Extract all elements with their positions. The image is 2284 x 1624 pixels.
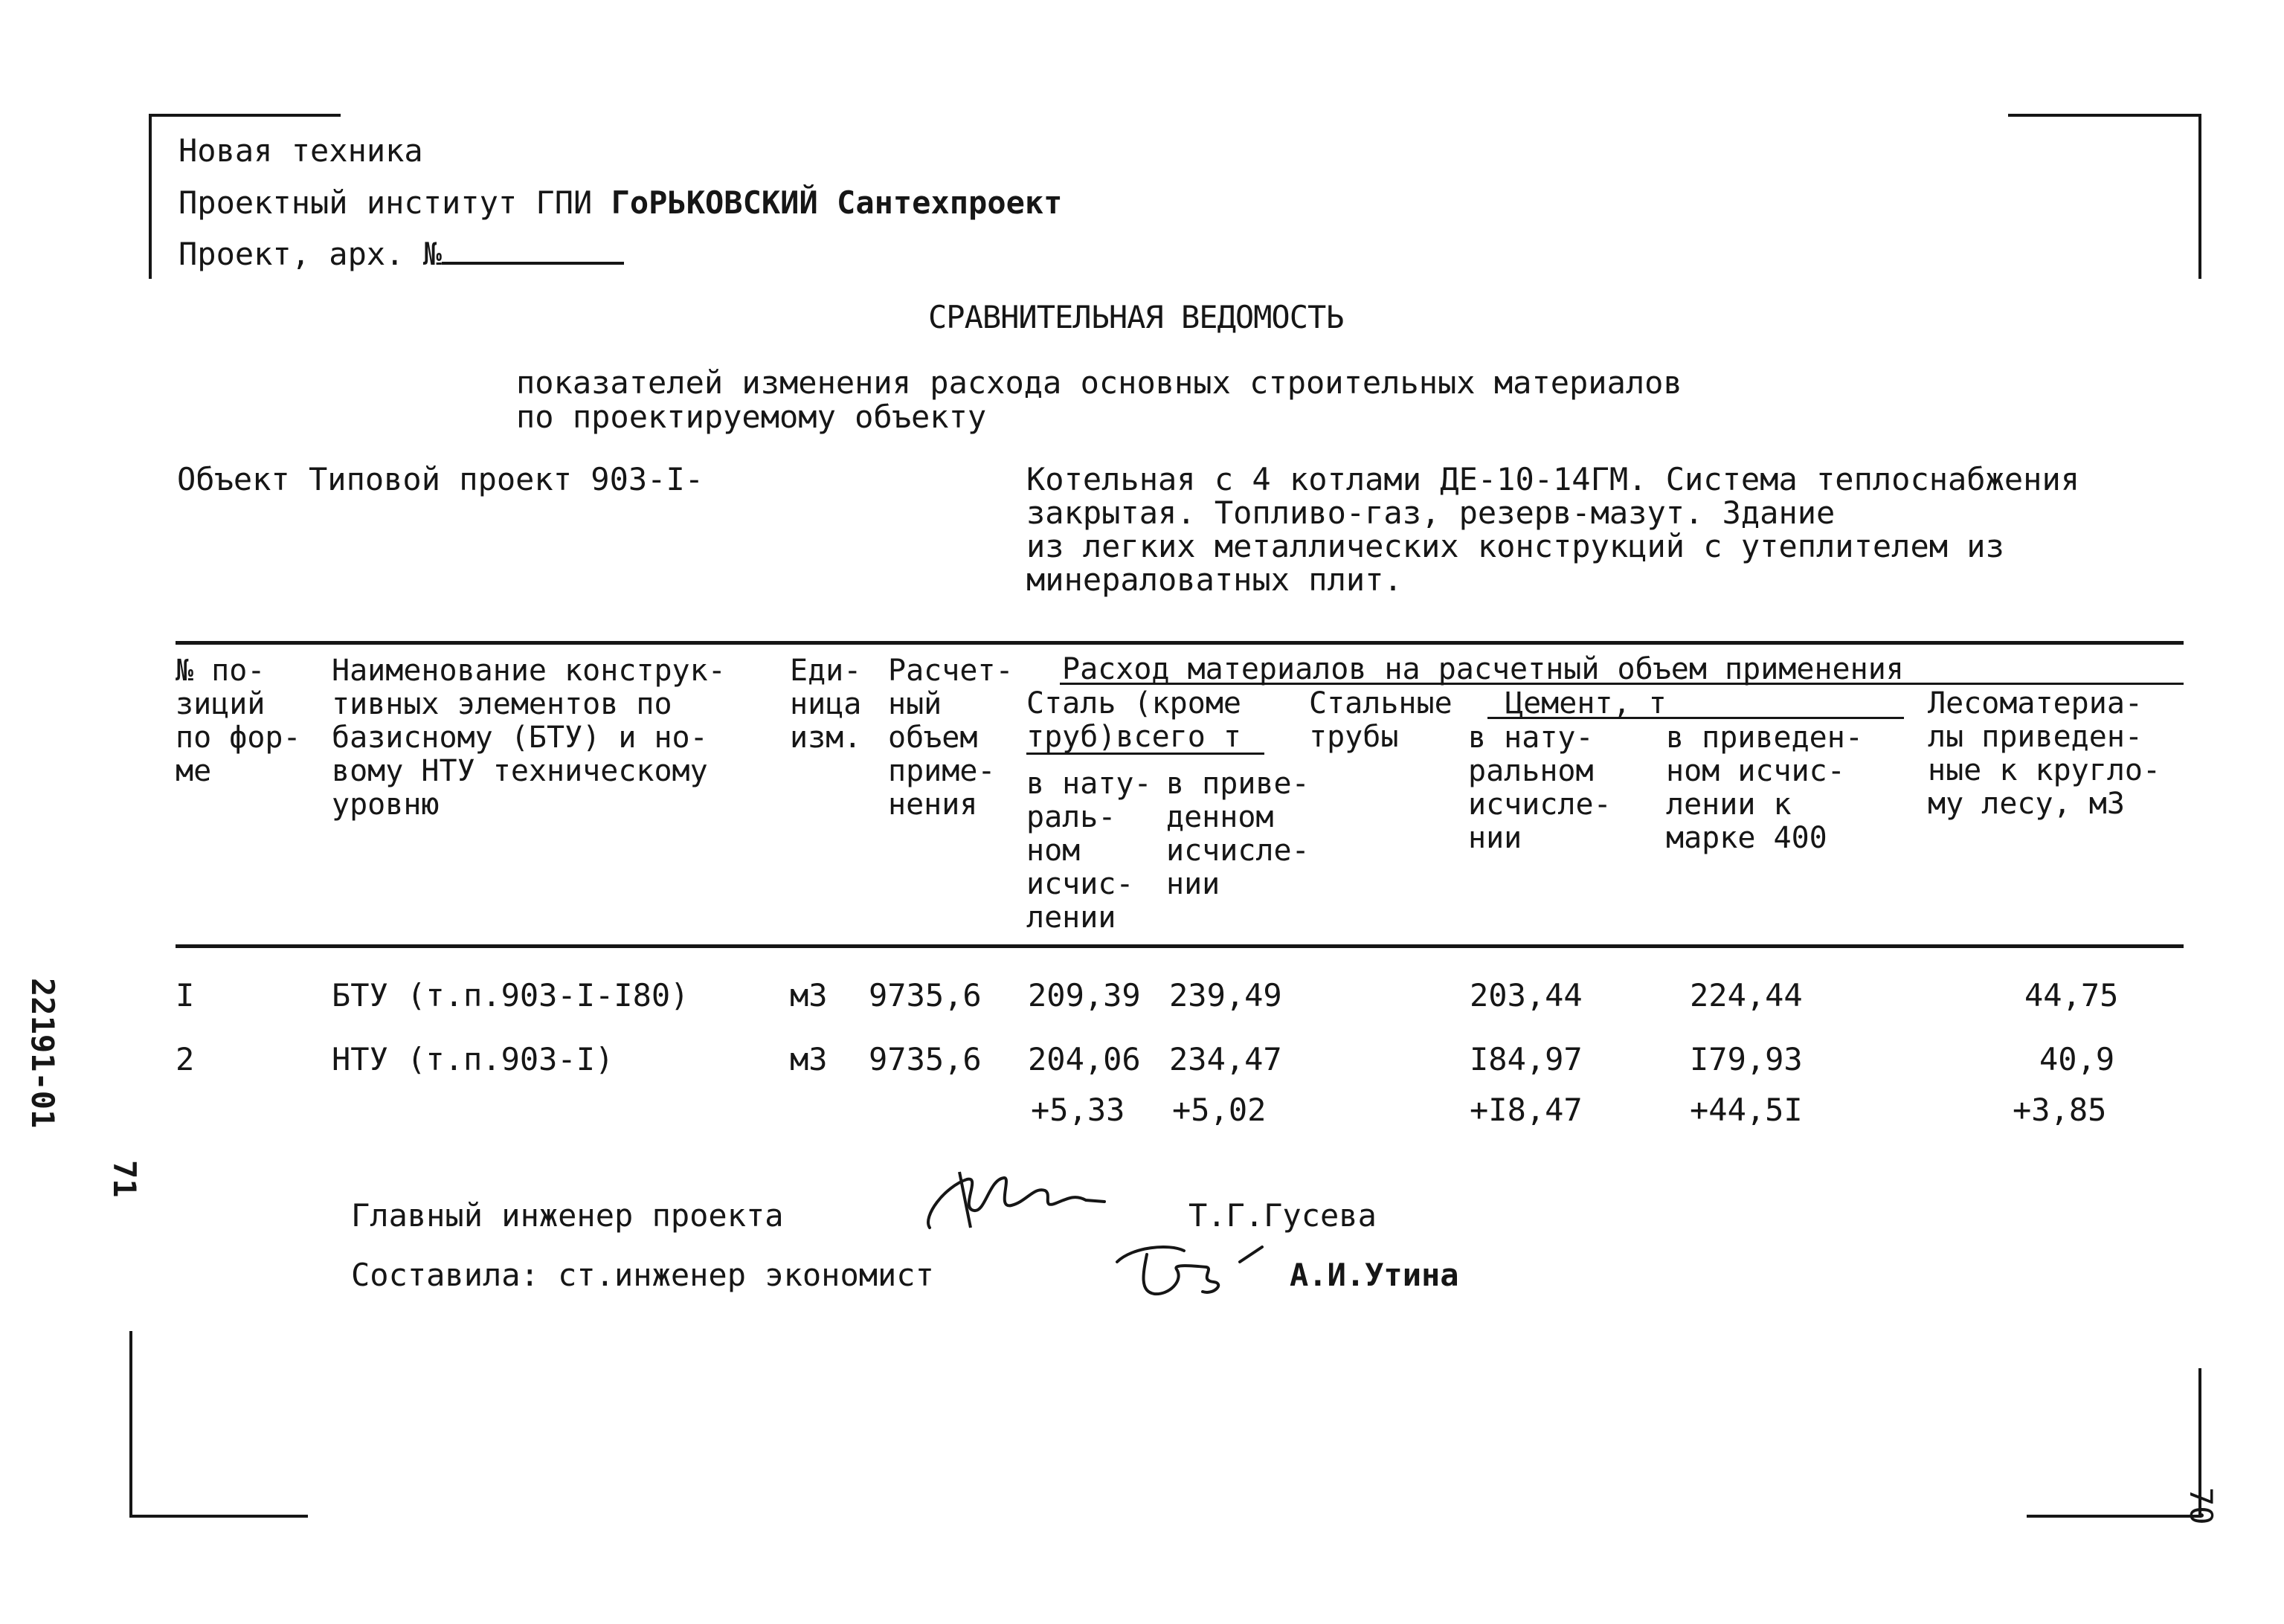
row-element-name: БТУ (т.п.903-I-I80) xyxy=(332,977,689,1014)
margin-stamp-number: 22191-01 xyxy=(25,978,61,1129)
archive-label: Проект, арх. № xyxy=(178,236,443,272)
row-timber: 40,9 xyxy=(2039,1041,2115,1077)
header-position: № по- зиций по фор- ме xyxy=(176,654,301,788)
document-title: СРАВНИТЕЛЬНАЯ ВЕДОМОСТЬ xyxy=(928,299,1344,335)
object-desc-4: минераловатных плит. xyxy=(1026,561,1403,598)
document-subtitle-2: по проектируемому объекту xyxy=(516,399,987,435)
row-timber-diff: +3,85 xyxy=(2013,1092,2107,1128)
frame-top-right xyxy=(2008,114,2201,117)
row-cement-reduced: 224,44 xyxy=(1690,977,1803,1014)
institute-name: ГоРЬКОВСКИЙ Сантехпроект xyxy=(611,184,1063,221)
row-unit: м3 xyxy=(790,977,828,1014)
header-timber: Лесоматериа- лы приведен- ные к кругло- му лесу, м3 xyxy=(1928,686,2161,821)
row-volume: 9735,6 xyxy=(869,977,982,1014)
row-steel-natural-diff: +5,33 xyxy=(1031,1092,1125,1128)
object-desc-3: из легких металлических конструкций с утеплителем из xyxy=(1026,528,2004,564)
header-line3 xyxy=(178,236,624,271)
frame-right-top xyxy=(2198,114,2201,279)
row-volume: 9735,6 xyxy=(869,1041,982,1077)
margin-mark: 71 xyxy=(106,1160,143,1198)
header-line2 xyxy=(178,186,1062,219)
row-position: I xyxy=(176,977,195,1014)
frame-top-left xyxy=(149,114,341,117)
header-steel: Сталь (кроме труб)всего т xyxy=(1026,686,1241,754)
header-unit: Еди- ница изм. xyxy=(790,654,862,755)
compiler-label xyxy=(351,1258,934,1292)
row-cement-reduced-diff: +44,5I xyxy=(1690,1092,1803,1128)
header-cement: Цемент, т xyxy=(1505,686,1667,721)
row-cement-natural-diff: +I8,47 xyxy=(1470,1092,1583,1128)
header-steel-reduced: в приве- денном исчисле- нии xyxy=(1166,767,1310,901)
row-unit: м3 xyxy=(790,1041,828,1077)
table-header-bottom-rule xyxy=(176,944,2184,948)
table-top-rule xyxy=(176,641,2184,645)
object-label: Объект Типовой проект 903-I- xyxy=(177,461,704,497)
row-steel-natural: 204,06 xyxy=(1028,1041,1141,1077)
document-subtitle-1 xyxy=(516,366,1682,399)
row-steel-reduced-diff: +5,02 xyxy=(1172,1092,1267,1128)
page-number: 70 xyxy=(2183,1487,2219,1525)
object-desc-1: Котельная с 4 котлами ДЕ-10-14ГМ. Система теплоснабжения xyxy=(1026,461,2080,497)
compiler-label-text: Составила: ст.инженер экономист xyxy=(351,1257,934,1293)
header-element-name: Наименование конструк- тивных элементов по базисному (БТУ) и но- вому НТУ техническому уровню xyxy=(332,654,726,822)
chief-engineer-name: Т.Г.Гусева xyxy=(1188,1197,1377,1234)
object-desc-2: закрытая. Топливо-газ, резерв-мазут. Здание xyxy=(1026,494,1836,531)
frame-bottom-left xyxy=(129,1515,308,1518)
header-volume: Расчет- ный объем приме- нения xyxy=(888,654,1014,822)
row-timber: 44,75 xyxy=(2024,977,2119,1014)
frame-bottom-right xyxy=(2027,1515,2201,1518)
header-cement-natural: в нату- ральном исчисле- нии xyxy=(1468,721,1612,855)
compiler-name: А.И.Утина xyxy=(1290,1257,1459,1293)
compiler-signature xyxy=(1102,1221,1281,1303)
archive-number-field xyxy=(442,236,624,265)
chief-engineer-label: Главный инженер проекта xyxy=(351,1197,784,1234)
frame-left-bottom xyxy=(129,1331,132,1517)
row-cement-reduced: I79,93 xyxy=(1690,1041,1803,1077)
header-line1: Новая техника xyxy=(178,132,423,169)
header-cement-reduced: в приведен- ном исчис- лении к марке 400 xyxy=(1666,721,1863,855)
header-steel-pipes: Стальные трубы xyxy=(1309,686,1453,754)
row-cement-natural: 203,44 xyxy=(1470,977,1583,1014)
chief-signature xyxy=(915,1157,1130,1239)
row-element-name: НТУ (т.п.903-I) xyxy=(332,1041,614,1077)
row-steel-reduced: 234,47 xyxy=(1169,1041,1282,1077)
subtitle-line-1: показателей изменения расхода основных строительных материалов xyxy=(516,364,1682,401)
header-steel-natural: в нату- раль- ном исчис- лении xyxy=(1026,767,1152,935)
row-steel-reduced: 239,49 xyxy=(1169,977,1282,1014)
institute-prefix: Проектный институт ГПИ xyxy=(178,184,593,221)
row-steel-natural: 209,39 xyxy=(1028,977,1141,1014)
row-position: 2 xyxy=(176,1041,195,1077)
frame-left-top xyxy=(149,114,152,279)
header-materials-group: Расход материалов на расчетный объем применения xyxy=(1062,652,1904,686)
row-cement-natural: I84,97 xyxy=(1470,1041,1583,1077)
